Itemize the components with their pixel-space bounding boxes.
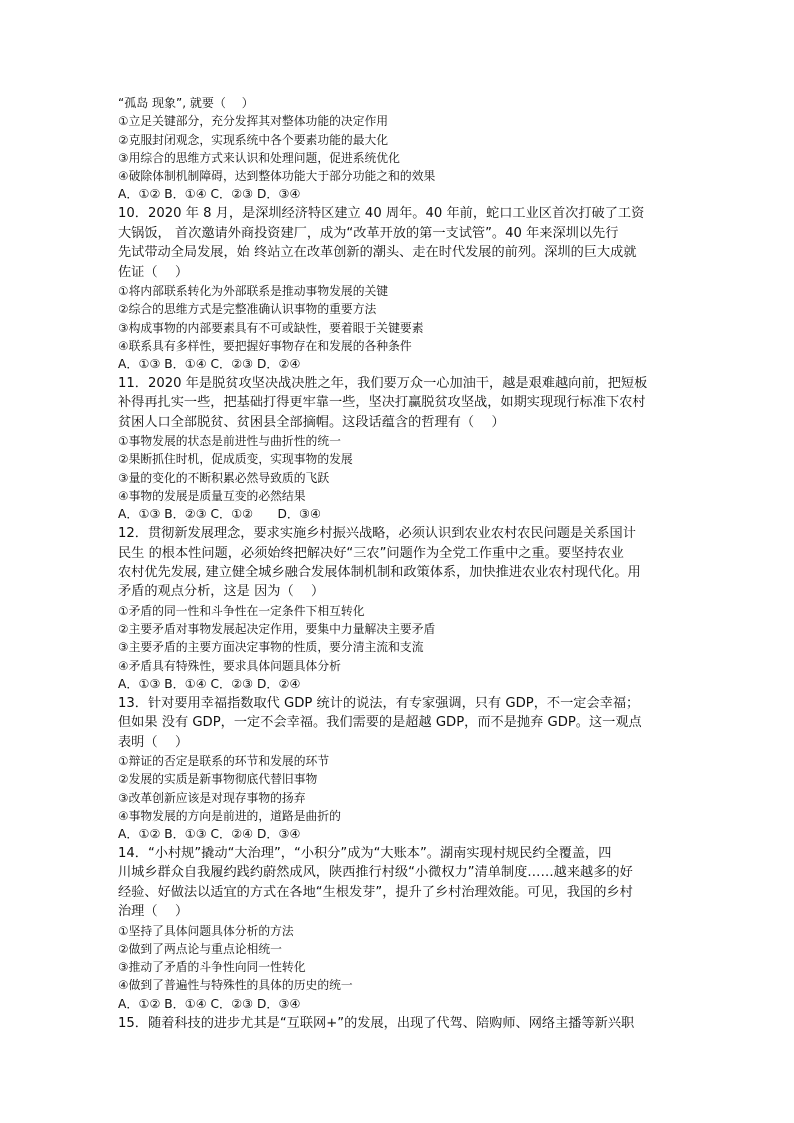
option: ③主要矛盾的主要方面决定事物的性质，要分清主流和支流	[118, 640, 424, 655]
option: ③改革创新应该是对现存事物的扬弃	[118, 790, 306, 805]
question-stem: 10．2020 年 8 月，是深圳经济特区建立 40 周年。40 年前，蛇口工业区首次打破了工资	[118, 206, 645, 222]
option: ④事物发展的方向是前进的，道路是曲折的	[118, 808, 341, 823]
option: ④矛盾具有特殊性，要求具体问题具体分析	[118, 658, 341, 673]
option: ③量的变化的不断积累必然导致质的飞跃	[118, 470, 330, 485]
option: ②克服封闭观念，实现系统中各个要素功能的最大化	[118, 132, 389, 147]
question-stem: 11．2020 年是脱贫攻坚决战决胜之年，我们要万众一心加油干，越是艰难越向前，把短板	[118, 375, 648, 391]
option: ①矛盾的同一性和斗争性在一定条件下相互转化	[118, 603, 365, 618]
question-stem: 贫困人口全部脱贫、贫困县全部摘帽。这段话蕴含的哲理有（ ）	[118, 414, 505, 430]
question-stem: 表明（ ）	[118, 734, 189, 750]
option: ④事物的发展是质量互变的必然结果	[118, 489, 306, 503]
question-stem: 民生 的根本性问题，必须始终把解决好“三农”问题作为全党工作重中之重。要坚持农业	[118, 545, 624, 561]
question-stem: “孤岛 现象”, 就要（ ）	[118, 96, 254, 110]
question-stem: 农村优先发展, 建立健全城乡融合发展体制机制和政策体系，加快推进农业农村现代化。用	[118, 564, 641, 580]
option: ①事物发展的状态是前进性与曲折性的统一	[118, 434, 341, 449]
answer-choices: A．①② B．①④ C．②③ D．③④	[118, 996, 301, 1011]
question-stem: 补得再扎实一些，把基础打得更牢靠一些，坚决打赢脱贫攻坚战，如期实现现行标准下农村	[118, 395, 646, 411]
option: ①将内部联系转化为外部联系是推动事物发展的关键	[118, 283, 389, 298]
question-stem: 15．随着科技的进步尤其是“互联网+”的发展，出现了代驾、陪购师、网络主播等新兴职	[118, 1015, 635, 1031]
question-stem: 川城乡群众自我履约践约蔚然成风，陕西推行村级“小微权力”清单制度……越来越多的好	[118, 865, 633, 881]
option: ①坚持了具体问题具体分析的方法	[118, 923, 294, 938]
option: ②果断抓住时机，促成质变，实现事物的发展	[118, 452, 353, 467]
question-stem: 13．针对要用幸福指数取代 GDP 统计的说法，有专家强调，只有 GDP，不一定会幸福；	[118, 695, 640, 711]
answer-choices: A．①③ B．①④ C．②③ D．②④	[118, 357, 301, 372]
question-stem: 大锅饭， 首次邀请外商投资建厂，成为“改革开放的第一支试管”。40 年来深圳以先行	[118, 225, 619, 241]
option: ①立足关键部分，充分发挥其对整体功能的决定作用	[118, 114, 389, 129]
question-stem: 12．贯彻新发展理念，要求实施乡村振兴战略，必须认识到农业农村农民问题是关系国计	[118, 526, 636, 542]
question-stem: 但如果 没有 GDP，一定不会幸福。我们需要的是超越 GDP，而不是抛弃 GDP。这一观点	[118, 715, 642, 731]
answer-choices: A．①② B．①④ C．②③ D．③④	[118, 187, 301, 202]
option: ③推动了矛盾的斗争性向同一性转化	[118, 960, 306, 975]
option: ④破除体制机制障碍，达到整体功能大于部分功能之和的效果	[118, 169, 436, 184]
option: ②做到了两点论与重点论相统一	[118, 941, 282, 956]
option: ④做到了普遍性与特殊性的具体的历史的统一	[118, 978, 353, 993]
option: ③用综合的思维方式来认识和处理问题，促进系统优化	[118, 150, 400, 165]
option: ③构成事物的内部要素具有不可或缺性，要着眼于关键要素	[118, 320, 424, 335]
question-stem: 佐证（ ）	[118, 264, 189, 280]
question-stem: 14．“小村规”撬动“大治理”，“小积分”成为“大账本”。湖南实现村规民约全覆盖，四	[118, 845, 612, 861]
option: ②发展的实质是新事物彻底代替旧事物	[118, 772, 318, 787]
answer-choices: A．①③ B．①④ C．②③ D．②④	[118, 676, 301, 691]
option: ①辩证的否定是联系的环节和发展的环节	[118, 753, 330, 768]
question-stem: 矛盾的观点分析，这是 因为（ ）	[118, 584, 325, 600]
answer-choices: A．①② B．①③ C．②④ D．③④	[118, 827, 301, 842]
option: ④联系具有多样性，要把握好事物存在和发展的各种条件	[118, 338, 412, 353]
answer-choices: A．①③ B．②③ C．①② D．③④	[118, 507, 321, 522]
question-stem: 先试带动全局发展，始 终站立在改革创新的潮头、走在时代发展的前列。深圳的巨大成就	[118, 245, 637, 261]
question-stem: 经验、好做法以适宜的方式在各地“生根发芽”，提升了乡村治理效能。可见，我国的乡村	[118, 884, 633, 900]
option: ②主要矛盾对事物发展起决定作用，要集中力量解决主要矛盾	[118, 622, 436, 637]
question-stem: 治理（ ）	[118, 904, 189, 920]
exam-page	[118, 94, 688, 1033]
option: ②综合的思维方式是完整准确认识事物的重要方法	[118, 302, 377, 317]
